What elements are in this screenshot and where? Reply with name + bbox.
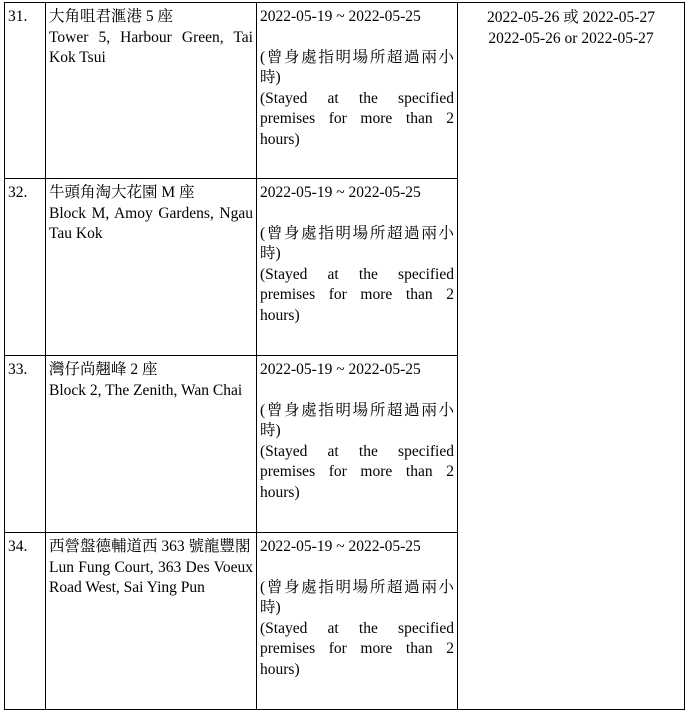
- row-number: 34.: [5, 533, 46, 710]
- premises-name-en: Block 2, The Zenith, Wan Chai: [49, 381, 243, 399]
- test-date-en: 2022-05-26 or 2022-05-27: [488, 30, 654, 47]
- period-cell: [257, 179, 458, 356]
- premises-name-en: Lun Fung Court, 363 Des Voeux Road West, Sai Ying Pun: [49, 558, 253, 596]
- period-range: 2022-05-19 ~ 2022-05-25: [260, 538, 421, 555]
- test-date-zh: 2022-05-26 或 2022-05-27: [487, 9, 655, 26]
- period-cell: [257, 533, 458, 710]
- stay-note-zh: (曾身處指明場所超過兩小時): [260, 224, 454, 262]
- specified-premises-table: [4, 2, 685, 710]
- premises-cell: [46, 179, 257, 356]
- premises-name-zh: 灣仔尚翹峰 2 座: [49, 361, 158, 378]
- period-range: 2022-05-19 ~ 2022-05-25: [260, 184, 421, 201]
- table-row: [5, 3, 685, 179]
- period-cell: [257, 356, 458, 533]
- period-range: 2022-05-19 ~ 2022-05-25: [260, 8, 421, 25]
- premises-cell: [46, 533, 257, 710]
- premises-name-en: Tower 5, Harbour Green, Tai Kok Tsui: [49, 28, 253, 66]
- stay-note-en: (Stayed at the specified premises for more than 2 hours): [260, 619, 454, 678]
- stay-note-zh: (曾身處指明場所超過兩小時): [260, 401, 454, 439]
- premises-name-zh: 大角咀君滙港 5 座: [49, 8, 174, 25]
- period-cell: [257, 3, 458, 179]
- premises-cell: [46, 356, 257, 533]
- test-date-cell: [458, 3, 685, 710]
- premises-name-en: Block M, Amoy Gardens, Ngau Tau Kok: [49, 204, 253, 242]
- row-number: 33.: [5, 356, 46, 533]
- stay-note-en: (Stayed at the specified premises for more than 2 hours): [260, 265, 454, 324]
- premises-cell: [46, 3, 257, 179]
- stay-note-zh: (曾身處指明場所超過兩小時): [260, 48, 454, 86]
- stay-note-en: (Stayed at the specified premises for more than 2 hours): [260, 442, 454, 501]
- premises-name-zh: 牛頭角淘大花園 M 座: [49, 184, 195, 201]
- stay-note-en: (Stayed at the specified premises for more than 2 hours): [260, 89, 454, 148]
- row-number: 31.: [5, 3, 46, 179]
- row-number: 32.: [5, 179, 46, 356]
- period-range: 2022-05-19 ~ 2022-05-25: [260, 361, 421, 378]
- premises-name-zh: 西營盤德輔道西 363 號龍豐閣: [49, 538, 251, 555]
- stay-note-zh: (曾身處指明場所超過兩小時): [260, 578, 454, 616]
